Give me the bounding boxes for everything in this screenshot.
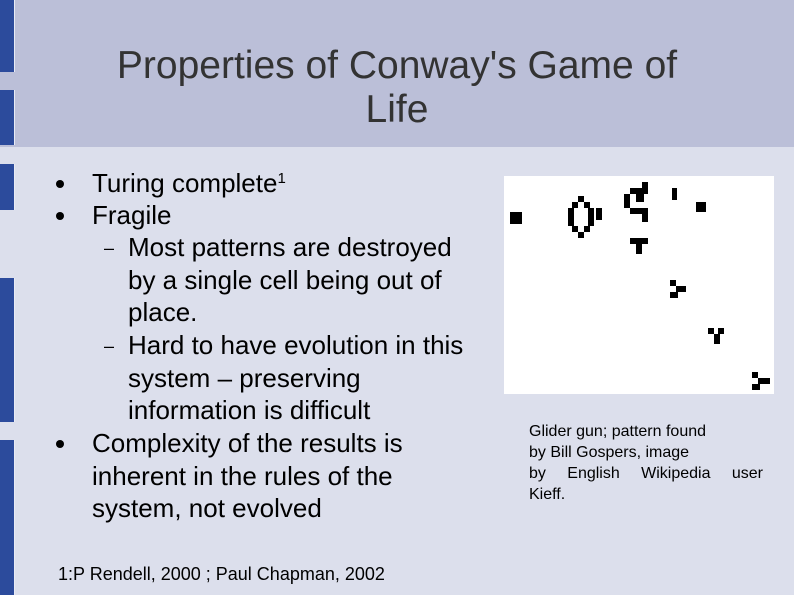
bullet-dot-icon [56,212,64,220]
bullet-line: Complexity of the results is [92,428,403,458]
accent-bar [0,164,15,210]
sub-bullet-line: by a single cell being out of [128,265,442,295]
cell [510,212,522,224]
accent-bar [0,440,15,595]
bullet-text: Turing complete [92,168,278,198]
caption-line: Glider gun; pattern found [529,423,707,440]
title-line-2: Life [365,88,429,131]
bullet-dot-icon [56,180,64,188]
sub-bullet-line: Most patterns are destroyed [128,232,452,262]
glider-gun-image [504,176,774,394]
cell [588,208,594,226]
caption-line: Kieff. [529,486,566,503]
sub-bullet-line: place. [128,297,198,327]
footnote: 1:P Rendell, 2000 ; Paul Chapman, 2002 [58,564,385,584]
bullet-line: inherent in the rules of the [92,461,393,491]
cell [752,384,760,390]
bullet-item: Fragile [92,200,172,230]
cell [630,208,642,214]
cell [696,202,706,212]
cell [624,194,630,208]
left-accent-bars [0,0,16,595]
caption-line: by English Wikipedia user [529,465,763,482]
image-caption [529,421,765,505]
cell [636,194,644,202]
cell [642,208,648,222]
cell [672,188,677,200]
footnote-marker: 1 [277,170,286,187]
cell [596,208,602,220]
cell [642,182,648,194]
cell [578,232,584,238]
accent-bar [0,90,15,145]
sub-bullet-line: information is difficult [128,395,371,425]
cell [584,226,590,232]
bullet-item [92,167,286,199]
title-line-1: Properties of Conway's Game of [116,44,678,87]
accent-bar [0,0,15,72]
bullet-line: system, not evolved [92,493,322,523]
cell [636,244,642,254]
slide-title [40,44,754,132]
sub-bullet-dash-icon: – [104,238,115,258]
sub-bullet-line: system – preserving [128,363,361,393]
cell [642,238,648,244]
cell [670,292,678,298]
cell [714,334,720,344]
bullet-dot-icon [56,440,64,448]
sub-bullet-dash-icon: – [104,336,115,356]
caption-line: by Bill Gospers, image [529,444,690,461]
cell [568,208,574,226]
sub-bullet-line: Hard to have evolution in this [128,330,464,360]
accent-bar [0,278,15,422]
